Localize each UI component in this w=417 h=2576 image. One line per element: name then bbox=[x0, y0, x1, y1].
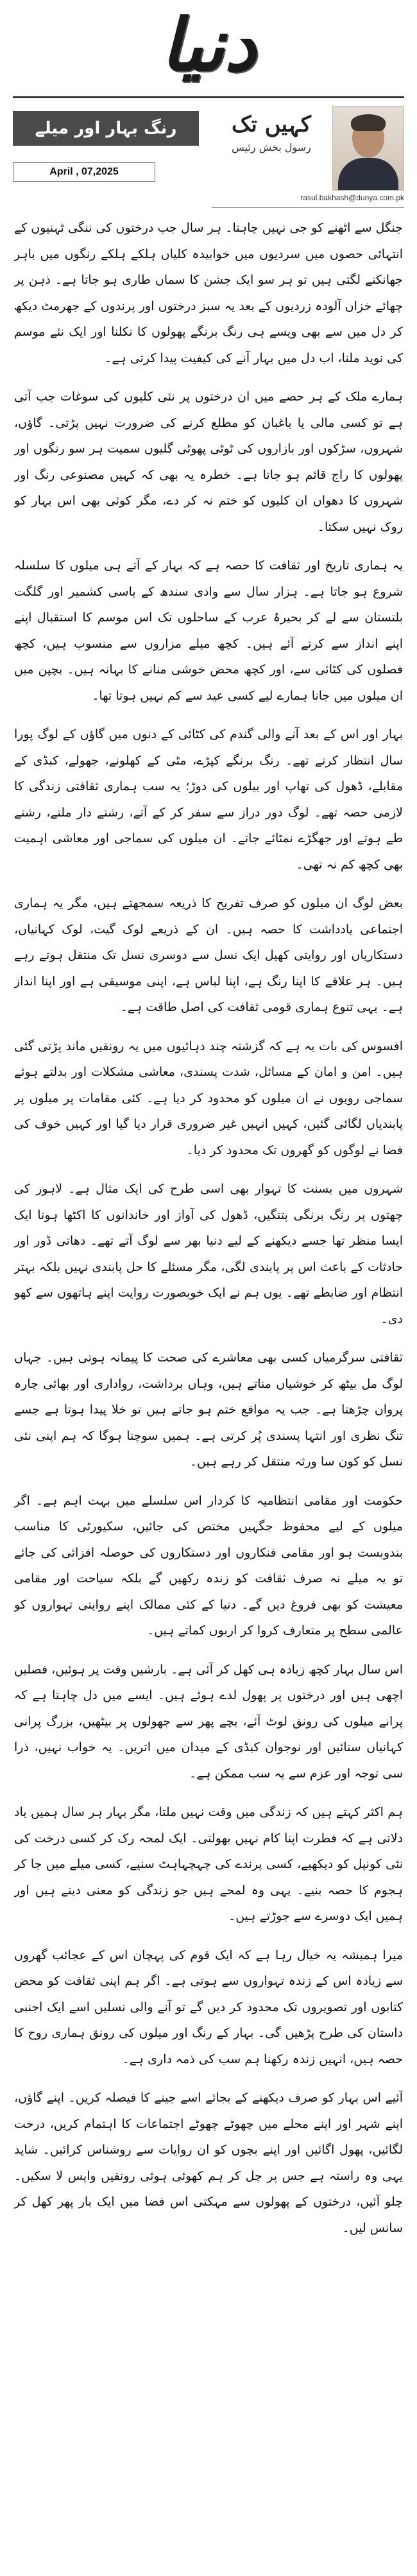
photo-hair bbox=[351, 114, 386, 131]
newspaper-logo: دنیا bbox=[160, 3, 257, 87]
author-block bbox=[217, 111, 326, 153]
article-paragraph: جنگل سے اٹھنے کو جی نہیں چاہتا۔ ہر سال جب درختوں کی ننگی ٹہنیوں کے انتہائی حصوں میں سردیوں میں خوابیدہ کلیاں ہلکے ہلکے رنگوں میں باہر جھانکنے لگتی ہیں تو ہر سو ایک جشن کا سماں طاری ہو جاتا ہے۔ ذہن پر چھائے خزاں آلودہ زردیوں کے بعد یہ سبز درختوں اور پرندوں کے جھرمٹ دیکھ کر دل میں سے بھی ویسے ہی رنگ برنگے پھولوں کا نکلنا اور ایک نئے موسم کی نوید ملنا، اب دل میں بہار آنے کی کیفیت پیدا کرتی ہے۔ bbox=[14, 221, 403, 365]
newspaper-masthead bbox=[0, 0, 417, 90]
article-paragraph: افسوس کی بات یہ ہے کہ گزشتہ چند دہائیوں میں یہ رونقیں ماند پڑتی گئی ہیں۔ امن و امان کے مسائل، شدت پسندی، معاشی مشکلات اور بدلتے ہوئے سماجی رویوں نے ان میلوں کو محدود کر دیا ہے۔ کئی مقامات پر میلوں پر پابندیاں لگائی گئیں، کہیں انہیں غیر ضروری قرار دیا گیا اور کہیں خوف کی فضا نے لوگوں کو گھروں تک محدود کر دیا۔ bbox=[14, 1039, 403, 1157]
article-paragraph: اس سال بہار کچھ زیادہ ہی کھل کر آئی ہے۔ بارشیں وقت پر ہوئیں، فصلیں اچھی ہیں اور درختوں پر پھول لدے ہوئے ہیں۔ ایسے میں دل چاہتا ہے کہ پرانے میلوں کی رونق لوٹ آئے، بچے پھر سے جھولوں پر بیٹھیں، بزرگ پرانی کہانیاں سنائیں اور نوجوان کبڈی کے میدان میں اتریں۔ یہ خواب نہیں، ذرا سی توجہ اور عزم سے یہ سب ممکن ہے۔ bbox=[14, 1662, 403, 1781]
article-paragraph: بہار اور اس کے بعد آنے والی گندم کی کٹائی کے دنوں میں گاؤں کے لوگ پورا سال انتظار کرتے تھے۔ رنگ برنگے کپڑے، مٹی کے کھلونے، جھولے، کبڈی کے مقابلے، ڈھول کی تھاپ اور بیلوں کی دوڑ؛ یہ سب ہماری ثقافتی زندگی کا لازمی حصہ تھے۔ لوگ دور دراز سے سفر کر کے آتے، رشتے دار ملتے، رشتے طے ہوتے اور جھگڑے نمٹائے جاتے۔ ان میلوں کی سماجی اور معاشی اہمیت بھی کچھ کم نہ تھی۔ bbox=[14, 727, 403, 872]
title-band bbox=[13, 111, 199, 146]
article-paragraph: آئیے اس بہار کو صرف دیکھنے کے بجائے اسے جینے کا فیصلہ کریں۔ اپنے گاؤں، اپنے شہر اور اپنے محلے میں چھوٹے چھوٹے اجتماعات کا اہتمام کریں، درخت لگائیں، پھول اگائیں اور اپنے بچوں کو ان روایات سے روشناس کرائیں۔ شاید یہی وہ راستہ ہے جس پر چل کر ہم کھوئی ہوئی رونقیں واپس لا سکیں۔ چلو آئیں، درختوں کے پھولوں سے مہکتی اس فضا میں ایک بار پھر کھل کر سانس لیں۔ bbox=[14, 2091, 403, 2235]
article-paragraph: ہم اکثر کہتے ہیں کہ زندگی میں وقت نہیں ملتا، مگر بہار ہر سال ہمیں یاد دلاتی ہے کہ فطرت اپنا کام نہیں بھولتی۔ ایک لمحہ رک کر کسی درخت کی نئی کونپل کو دیکھیے، کسی پرندے کی چہچہاہٹ سنیے، کسی میلے میں جا کر ہجوم کا حصہ بنیے۔ یہی وہ لمحے ہیں جو زندگی کو معنی دیتے ہیں اور ہمیں ایک دوسرے سے جوڑتے ہیں۔ bbox=[14, 1805, 403, 1923]
article-paragraph: یہ ہماری تاریخ اور ثقافت کا حصہ ہے کہ بہار کے آتے ہی میلوں کا سلسلہ شروع ہو جاتا ہے۔ ہزار سال سے وادی سندھ کے باسی کشمیر اور گلگت بلتستان سے لے کر بحیرۂ عرب کے ساحلوں تک اس موسم کا استقبال اپنے اپنے انداز سے کرتے آئے ہیں۔ کچھ میلے مزاروں سے منسوب ہیں، کچھ فصلوں کی کٹائی سے، اور کچھ محض خوشی منانے کا بہانہ ہیں۔ بچپن میں ان میلوں میں جانا ہمارے لیے کسی عید سے کم نہیں ہوتا تھا۔ bbox=[14, 558, 403, 703]
article-paragraph: ہمارے ملک کے ہر حصے میں ان درختوں پر نئی کلیوں کی سوغات جب آتی ہے تو کسی مالی یا باغبان کو مطلع کرنے کی ضرورت نہیں پڑتی۔ گاؤں، شہروں، سڑکوں اور بازاروں کی ٹوٹی پھوٹی گلیوں سمیت ہر سو رنگوں اور پھولوں کا راج قائم ہو جاتا ہے۔ خطرہ یہ بھی کہ کہیں مصنوعی رنگ اور شہروں کا دھواں ان کلیوں کو ختم نہ کر دے، مگر کوئی بھی اس بہار کو روک نہیں سکتا۔ bbox=[14, 390, 403, 534]
article-body bbox=[14, 215, 403, 2558]
column-brand: کہیں تک bbox=[232, 112, 311, 137]
photo-shoulders bbox=[338, 158, 398, 190]
article-paragraph: ثقافتی سرگرمیاں کسی بھی معاشرے کی صحت کا پیمانہ ہوتی ہیں۔ جہاں لوگ مل بیٹھ کر خوشیاں مناتے ہیں، وہاں برداشت، رواداری اور بھائی چارہ پروان چڑھتا ہے۔ جب یہ مواقع ختم ہو جاتے ہیں تو خلا پیدا ہوتا ہے جسے تنگ نظری اور انتہا پسندی پُر کرتی ہے۔ ہمیں سوچنا ہوگا کہ ہم اپنی نئی نسل کو کون سا ورثہ منتقل کر رہے ہیں۔ bbox=[14, 1351, 403, 1469]
author-email[interactable]: rasul.bakhash@dunya.com.pk bbox=[212, 193, 404, 208]
article-paragraph: حکومت اور مقامی انتظامیہ کا کردار اس سلسلے میں بہت اہم ہے۔ اگر میلوں کے لیے محفوظ جگہیں مختص کی جائیں، سکیورٹی کا مناسب بندوبست ہو اور مقامی فنکاروں اور دستکاروں کی حوصلہ افزائی کی جائے تو یہ میلے نہ صرف ثقافت کو زندہ رکھیں گے بلکہ سیاحت اور مقامی معیشت کو بھی فروغ دیں گے۔ دنیا کے کئی ممالک اپنے روایتی تہواروں کو عالمی سطح پر متعارف کروا کر اربوں کماتے ہیں۔ bbox=[14, 1493, 403, 1638]
author-name: رسول بخش رئیس bbox=[232, 141, 311, 153]
article-paragraph: بعض لوگ ان میلوں کو صرف تفریح کا ذریعہ سمجھتے ہیں، مگر یہ ہماری اجتماعی یادداشت کا حصہ ہیں۔ ان کے ذریعے لوک گیت، لوک کہانیاں، دستکاریاں اور روایتی کھیل ایک نسل سے دوسری نسل تک منتقل ہوتے رہے ہیں۔ ہر علاقے کا اپنا رنگ ہے، اپنا لباس ہے، اپنی موسیقی ہے اور اپنا انداز ہے۔ یہی تنوع ہماری قومی ثقافت کی اصل طاقت ہے۔ bbox=[14, 896, 403, 1014]
column-header bbox=[13, 96, 404, 201]
column-title: رنگ بہار اور میلے bbox=[35, 119, 177, 138]
publish-date: April , 07,2025 bbox=[13, 162, 155, 182]
author-photo bbox=[332, 106, 404, 191]
article-paragraph: میرا ہمیشہ یہ خیال رہا ہے کہ ایک قوم کی پہچان اس کے عجائب گھروں سے زیادہ اس کے زندہ تہواروں سے ہوتی ہے۔ اگر ہم اپنی ثقافت کو محض کتابوں اور تصویروں تک محدود کر دیں گے تو آنے والی نسلیں اسے ایک اجنبی داستان کی طرح پڑھیں گی۔ بہار کے رنگ اور میلوں کی رونق ہماری روح کا حصہ ہیں، انہیں زندہ رکھنا ہم سب کی ذمہ داری ہے۔ bbox=[14, 1948, 403, 2066]
article-paragraph: شہروں میں بسنت کا تہوار بھی اسی طرح کی ایک مثال ہے۔ لاہور کی چھتوں پر رنگ برنگی پتنگیں، ڈھول کی آواز اور خاندانوں کا اکٹھا ہونا ایک ایسا منظر تھا جسے دیکھنے کے لیے دنیا بھر سے لوگ آتے تھے۔ دھاتی ڈور اور حادثات کے باعث اس پر پابندی لگی، مگر مسئلے کا حل پابندی نہیں بلکہ بہتر انتظام اور ضابطے تھے۔ یوں ہم نے ایک خوبصورت روایت اپنے ہاتھوں سے کھو دی۔ bbox=[14, 1182, 403, 1326]
